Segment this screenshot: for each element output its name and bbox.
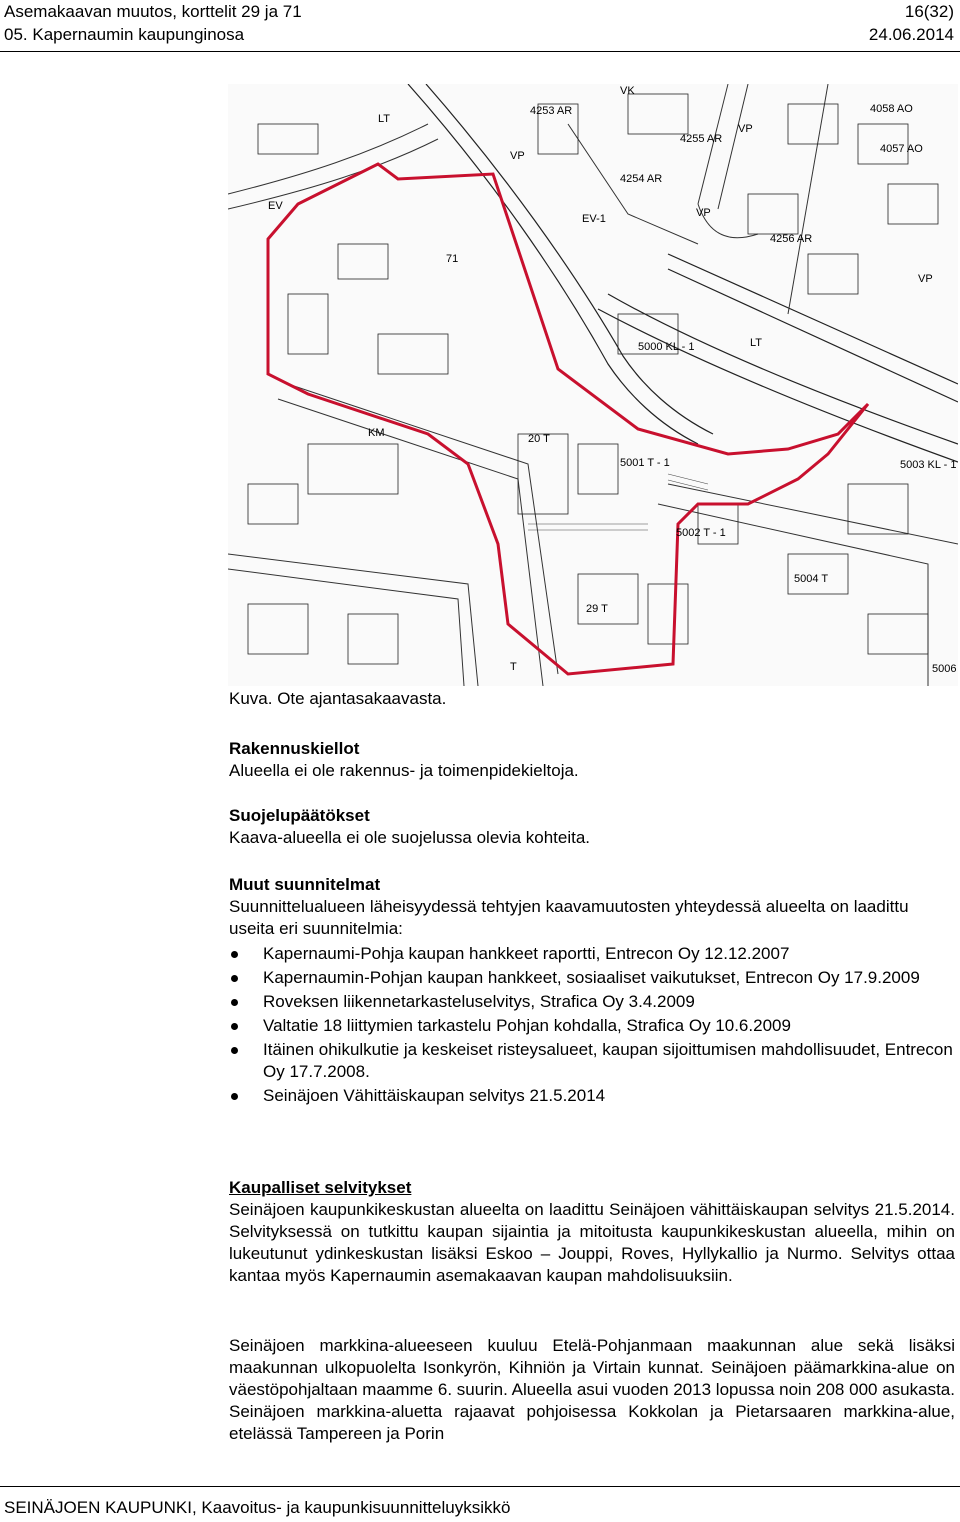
- section-kaupalliset-selvitykset: [229, 1177, 955, 1287]
- map-label-lt-2: LT: [750, 337, 763, 349]
- map-label-ar-4253: 4253 AR: [530, 105, 573, 117]
- map-label-t-5004: 5004 T: [794, 573, 829, 585]
- zoning-map-drawing: [228, 84, 958, 686]
- map-label-vk: VK: [620, 85, 635, 97]
- map-label-71: 71: [446, 253, 459, 265]
- map-label-kl-5003: 5003 KL - 1: [900, 459, 957, 471]
- header-divider: [0, 51, 960, 52]
- page-footer: SEINÄJOEN KAUPUNKI, Kaavoitus- ja kaupunkisuunnitteluyksikkö: [4, 1498, 511, 1517]
- bullet-icon: [231, 1093, 238, 1100]
- map-label-vp-1: VP: [510, 150, 525, 162]
- map-label-vp-2: VP: [696, 207, 711, 219]
- header-row-2: [4, 25, 954, 45]
- map-label-ar-4255: 4255 AR: [680, 133, 723, 145]
- map-label-ev-1: EV-1: [582, 213, 606, 225]
- section-muut-suunnitelmat: [229, 874, 955, 940]
- figure-caption: Kuva. Ote ajantasakaavasta.: [229, 689, 447, 708]
- header-row-1: [4, 2, 954, 22]
- section-title: Suojelupäätökset: [229, 806, 370, 825]
- list-item: Seinäjoen Vähittäiskaupan selvitys 21.5.2014: [229, 1085, 955, 1107]
- bullet-icon: [231, 1047, 238, 1054]
- map-label-vp-4: VP: [918, 273, 933, 285]
- map-label-km: KM: [368, 427, 385, 439]
- map-label-t: T: [510, 661, 517, 673]
- bullet-icon: [231, 975, 238, 982]
- section-title: Rakennuskiellot: [229, 739, 360, 758]
- bullet-icon: [231, 1023, 238, 1030]
- map-label-ao-4057: 4057 AO: [880, 143, 923, 155]
- section-title: Muut suunnitelmat: [229, 875, 381, 894]
- map-label-5006: 5006: [932, 663, 957, 675]
- map-label-vp-3: VP: [738, 123, 753, 135]
- page-number: 16(32): [904, 2, 954, 21]
- section-rakennuskiellot: [229, 738, 955, 782]
- list-item: Valtatie 18 liittymien tarkastelu Pohjan kohdalla, Strafica Oy 10.6.2009: [229, 1015, 955, 1037]
- map-label-t-5001: 5001 T - 1: [620, 457, 670, 469]
- section-text: Kaava-alueella ei ole suojelussa olevia kohteita.: [229, 828, 591, 847]
- map-label-kl-5000: 5000 KL - 1: [638, 341, 695, 353]
- section-title: Kaupalliset selvitykset: [229, 1178, 412, 1197]
- map-label-ar-4256: 4256 AR: [770, 233, 813, 245]
- bullet-icon: [231, 999, 238, 1006]
- list-item: Itäinen ohikulkutie ja keskeiset risteysalueet, kaupan sijoittumisen mahdollisuudet, Entrecon Oy 17.7.2008.: [229, 1039, 955, 1083]
- map-label-t-5002: 5002 T - 1: [676, 527, 726, 539]
- section-intro: Suunnittelualueen läheisyydessä tehtyjen kaavamuutosten yhteydessä alueelta on laadittu useita eri suunnitelmia:: [229, 897, 909, 938]
- map-label-t-20: 20 T: [528, 433, 550, 445]
- document-date: 24.06.2014: [868, 25, 954, 44]
- list-item: Kapernaumi-Pohja kaupan hankkeet raportti, Entrecon Oy 12.12.2007: [229, 943, 955, 965]
- map-label-ar-4254: 4254 AR: [620, 173, 663, 185]
- section-suojelupaatokset: [229, 805, 955, 849]
- bullet-icon: [231, 951, 238, 958]
- section-paragraph-1: Seinäjoen kaupunkikeskustan alueelta on laadittu Seinäjoen vähittäiskaupan selvitys 21.5.2014. Selvityksessä on tutkittu kaupan sijaintia ja mitoitusta kaupunkikeskustan alueella, mihin on lukeutunut ydinkeskustan lisäksi Eskoo – Jouppi, Roves, Hyllykallio ja Nurmo. Selvitys ottaa kantaa myös Kapernaumin asemakaavan kaupan mahdolisuuksiin.: [229, 1200, 955, 1285]
- zoning-map-image: [228, 84, 958, 686]
- plans-list: [229, 943, 955, 1109]
- list-item: Roveksen liikennetarkasteluselvitys, Strafica Oy 3.4.2009: [229, 991, 955, 1013]
- map-label-ao-4058: 4058 AO: [870, 103, 913, 115]
- page-header: [0, 0, 960, 52]
- map-label-lt-1: LT: [378, 113, 391, 125]
- map-label-t-29: 29 T: [586, 603, 608, 615]
- section-text: Alueella ei ole rakennus- ja toimenpidekieltoja.: [229, 761, 579, 780]
- document-title: Asemakaavan muutos, korttelit 29 ja 71: [4, 2, 302, 21]
- map-label-ev: EV: [268, 200, 283, 212]
- document-subtitle: 05. Kapernaumin kaupunginosa: [4, 25, 245, 44]
- footer-divider: [0, 1486, 960, 1487]
- list-item: Kapernaumin-Pohjan kaupan hankkeet, sosiaaliset vaikutukset, Entrecon Oy 17.9.2009: [229, 967, 955, 989]
- section-paragraph-2: Seinäjoen markkina-alueeseen kuuluu Etelä-Pohjanmaan maakunnan alue sekä lisäksi maakunnan ulkopuolelta Isonkyrön, Kihniön ja Virtain kunnat. Seinäjoen päämarkkina-alue on väestöpohjaltaan maamme 6. suurin. Alueella asui vuoden 2013 lopussa noin 208 000 asukasta. Seinäjoen markkina-aluetta rajaavat pohjoisessa Kokkolan ja Pietarsaaren markkina-alue, etelässä Tampereen ja Porin: [229, 1336, 955, 1443]
